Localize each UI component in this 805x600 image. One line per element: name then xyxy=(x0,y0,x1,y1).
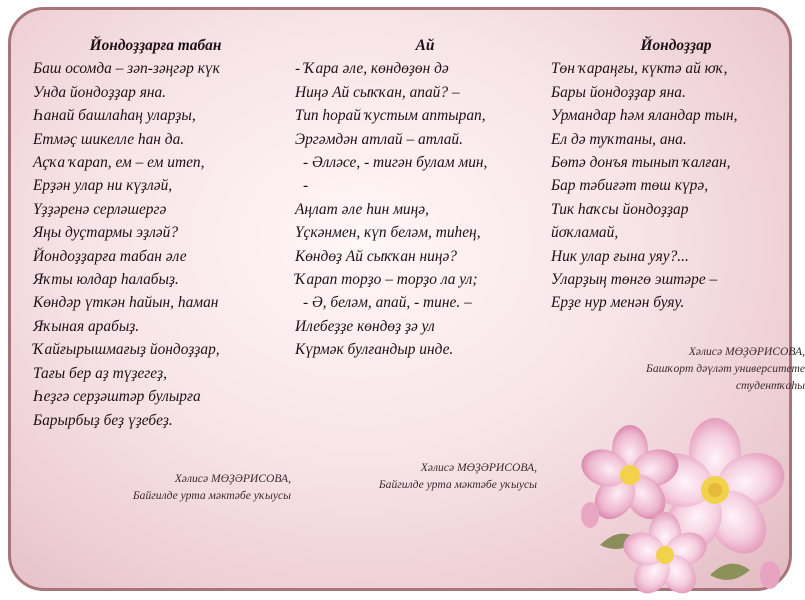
poem-2-line: Көндөҙ Ай сыҡҡан ниңә? xyxy=(295,247,457,265)
poem-3-line: Төн ҡараңғы, күктә ай юҡ, xyxy=(551,60,728,78)
poem-column-1 xyxy=(33,34,293,432)
poem-3-line: йоҡламай, xyxy=(551,224,619,242)
poem-3-line: Тик һаҡсы йондоҙҙар xyxy=(551,200,689,218)
poem-1-line: Тағы бер аҙ түҙегеҙ, xyxy=(33,364,167,382)
poem-1-line: Баш осомда – зәп-зәңгәр күк xyxy=(33,60,220,78)
poem-2-author xyxy=(307,459,537,493)
poem-3-line: Ник улар ғына уяу?... xyxy=(551,247,689,265)
poem-3-line: Ел дә туҡтаны, ана. xyxy=(551,130,687,148)
poem-1-line: Аҫҡа ҡарап, ем – ем итеп, xyxy=(33,154,205,172)
author-name: Хәлисә МӨҘӘРИСОВА, xyxy=(174,472,291,485)
poem-3-line: Бар тәбиғәт төш күрә, xyxy=(551,177,709,195)
poem-2-line: Ҡарап торҙо – торҙо ла ул; xyxy=(295,271,478,289)
poem-2-line: Аңлат әле һин миңә, xyxy=(295,200,429,218)
author-school: Байгилде урта мәктәбе уҡыусы xyxy=(132,489,291,502)
poem-2-line: - xyxy=(303,177,309,195)
poem-1-line: Үҙҙәренә серләшергә xyxy=(33,200,167,218)
author-name: Хәлисә МӨҘӘРИСОВА, xyxy=(688,345,805,358)
poem-1-title: Йондоҙҙарға табан xyxy=(89,37,222,54)
poem-2-line: - Әлләсе, - тигән булам мин, xyxy=(303,154,488,172)
poem-1-line: Етмәҫ шикелле һан да. xyxy=(33,130,185,148)
poem-1-line: Һеҙгә серҙәштәр булырға xyxy=(33,388,201,406)
author-status: студентҡаһы xyxy=(735,379,805,392)
poem-column-3 xyxy=(551,34,801,315)
poem-2-line: Эргәмдән атлай – атлай. xyxy=(295,130,463,148)
poem-3-author xyxy=(571,343,805,394)
poem-2-line: - Ҡара әле, көндөҙөн дә xyxy=(295,60,449,78)
poem-3-line: Бары йондоҙҙар яна. xyxy=(551,83,686,101)
poem-3-line: Уларҙың төнгө эштәре – xyxy=(551,271,718,289)
author-school: Байгилде урта мәктәбе уҡыусы xyxy=(378,478,537,491)
poem-1-author xyxy=(41,470,291,504)
poem-1-line: Ерҙән улар ни күҙләй, xyxy=(33,177,173,195)
poem-2-line: - Ә, беләм, апай, - тине. – xyxy=(303,294,472,312)
poem-2-line: Тип һорай ҡустым аптырап, xyxy=(295,107,486,125)
poem-1-line: Йондоҙҙарға табан әле xyxy=(33,247,187,265)
poem-1-line: Яҡыная арабыҙ. xyxy=(33,317,140,335)
poem-1-line: Көндәр үткән һайын, һаман xyxy=(33,294,219,312)
pink-blossom-illustration xyxy=(560,405,800,600)
poem-3-line: Урмандар һәм яландар тын, xyxy=(551,107,738,125)
poem-1-line: Унда йондоҙҙар яна. xyxy=(33,83,167,101)
poem-3-line: Ерҙе нур менән буяу. xyxy=(551,294,685,312)
poem-1-line: Яҡты юлдар һалабыҙ. xyxy=(33,271,179,289)
poem-2-line: Күрмәк булғандыр инде. xyxy=(295,341,454,359)
poem-3-line: Бөтә донъя тынып ҡалған, xyxy=(551,154,731,172)
poem-3-title: Йондоҙҙар xyxy=(640,37,712,54)
poem-1-line: Яңы дуҫтармы эҙләй? xyxy=(33,224,179,242)
poem-1-line: Һанай башлаһаң уларҙы, xyxy=(33,107,196,125)
poem-2-line: Үҫкәнмен, күп беләм, тиһең, xyxy=(295,224,481,242)
poem-2-line: Илебеҙҙе көндөҙ ҙә ул xyxy=(295,317,435,335)
poem-1-line: Барырбыҙ беҙ үҙебеҙ. xyxy=(33,411,173,429)
author-university: Башҡорт дәүләт университете xyxy=(646,362,805,375)
poem-2-title: Ай xyxy=(415,37,435,54)
author-name: Хәлисә МӨҘӘРИСОВА, xyxy=(420,461,537,474)
poem-column-2 xyxy=(295,34,555,362)
poem-2-line: Ниңә Ай сыҡҡан, апай? – xyxy=(295,83,460,101)
poem-1-line: Ҡайғырышмағыҙ йондоҙҙар, xyxy=(33,341,220,359)
